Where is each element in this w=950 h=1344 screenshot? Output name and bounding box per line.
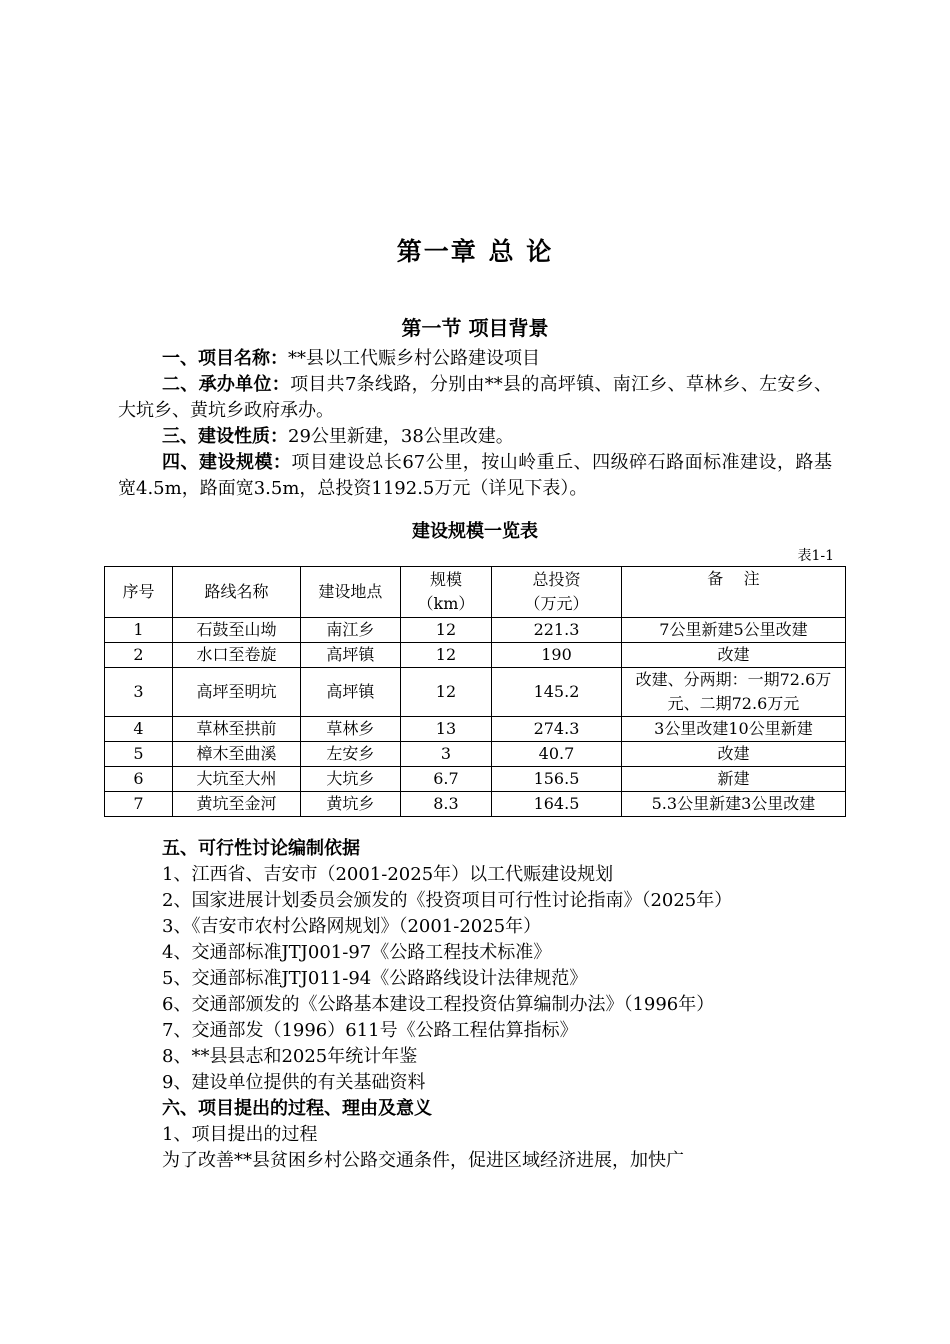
cell: 156.5 <box>492 767 622 792</box>
list-item: 8、**县县志和2025年统计年鉴 <box>162 1046 418 1067</box>
header-scale: 规模 （km） <box>400 567 491 618</box>
table-title: 建设规模一览表 <box>412 521 538 542</box>
basis-section <box>118 836 832 1174</box>
header-route: 路线名称 <box>173 567 301 618</box>
cell: 13 <box>400 717 491 742</box>
item-project-name: 一、项目名称：**县以工代赈乡村公路建设项目 <box>162 348 540 369</box>
cell: 4 <box>105 717 173 742</box>
table-row <box>105 668 846 717</box>
cell: 5 <box>105 742 173 767</box>
cell: 草林乡 <box>301 717 401 742</box>
cell: 5.3公里新建3公里改建 <box>621 792 845 817</box>
cell: 6 <box>105 767 173 792</box>
cell: 改建、分两期：一期72.6万元、二期72.6万元 <box>621 668 845 717</box>
cell: 3公里改建10公里新建 <box>621 717 845 742</box>
header-investment: 总投资 （万元） <box>492 567 622 618</box>
cell: 164.5 <box>492 792 622 817</box>
chapter-title: 第一章 总 论 <box>396 237 554 266</box>
reasons-heading: 六、项目提出的过程、理由及意义 <box>162 1098 432 1119</box>
list-item: 2、国家进展计划委员会颁发的《投资项目可行性讨论指南》（2025年） <box>162 890 733 911</box>
cell: 145.2 <box>492 668 622 717</box>
cell: 40.7 <box>492 742 622 767</box>
list-item: 7、交通部发（1996）611号《公路工程估算指标》 <box>162 1020 578 1041</box>
header-no: 序号 <box>105 567 173 618</box>
list-item: 4、交通部标准JTJ001-97《公路工程技术标准》 <box>162 942 552 963</box>
cell: 左安乡 <box>301 742 401 767</box>
cell: 高坪镇 <box>301 643 401 668</box>
table-row <box>105 717 846 742</box>
item-nature: 三、建设性质：29公里新建，38公里改建。 <box>162 426 514 447</box>
basis-heading: 五、可行性讨论编制依据 <box>162 838 360 859</box>
cell: 樟木至曲溪 <box>173 742 301 767</box>
cell: 3 <box>400 742 491 767</box>
cell: 石鼓至山坳 <box>173 618 301 643</box>
cell: 2 <box>105 643 173 668</box>
cell: 新建 <box>621 767 845 792</box>
item-organizer: 二、承办单位：项目共7条线路，分别由**县的高坪镇、南江乡、草林乡、左安乡、大坑乡、黄坑乡政府承办。 <box>118 374 833 421</box>
list-item: 9、建设单位提供的有关基础资料 <box>162 1072 426 1093</box>
table-row <box>105 742 846 767</box>
cell: 221.3 <box>492 618 622 643</box>
cell: 黄坑至金河 <box>173 792 301 817</box>
section-title: 第一节 项目背景 <box>401 316 549 340</box>
reasons-text: 为了改善**县贫困乡村公路交通条件，促进区域经济进展，加快广 <box>162 1150 684 1171</box>
table-number: 表1-1 <box>797 548 834 564</box>
list-item: 5、交通部标准JTJ011-94《公路路线设计法律规范》 <box>162 968 588 989</box>
list-item: 3、《吉安市农村公路网规划》（2001-2025年） <box>162 916 542 937</box>
cell: 南江乡 <box>301 618 401 643</box>
cell: 8.3 <box>400 792 491 817</box>
header-note: 备 注 <box>621 567 845 618</box>
cell: 高坪镇 <box>301 668 401 717</box>
cell: 7 <box>105 792 173 817</box>
table-row <box>105 618 846 643</box>
scale-table <box>104 566 846 817</box>
reasons-subheading: 1、项目提出的过程 <box>162 1124 318 1145</box>
table-row <box>105 792 846 817</box>
table-row <box>105 643 846 668</box>
cell: 草林至拱前 <box>173 717 301 742</box>
cell: 改建 <box>621 742 845 767</box>
cell: 7公里新建5公里改建 <box>621 618 845 643</box>
cell: 黄坑乡 <box>301 792 401 817</box>
cell: 12 <box>400 643 491 668</box>
cell: 高坪至明坑 <box>173 668 301 717</box>
cell: 大坑至大州 <box>173 767 301 792</box>
item-scale: 四、建设规模：项目建设总长67公里，按山岭重丘、四级碎石路面标准建设，路基宽4.5m，路面宽3.5m，总投资1192.5万元（详见下表）。 <box>118 452 832 499</box>
cell: 6.7 <box>400 767 491 792</box>
cell: 1 <box>105 618 173 643</box>
cell: 3 <box>105 668 173 717</box>
cell: 190 <box>492 643 622 668</box>
cell: 水口至卷旋 <box>173 643 301 668</box>
project-items <box>118 346 832 502</box>
list-item: 1、江西省、吉安市（2001-2025年）以工代赈建设规划 <box>162 864 614 885</box>
table-row <box>105 767 846 792</box>
cell: 274.3 <box>492 717 622 742</box>
header-location: 建设地点 <box>301 567 401 618</box>
list-item: 6、交通部颁发的《公路基本建设工程投资估算编制办法》（1996年） <box>162 994 715 1015</box>
cell: 12 <box>400 668 491 717</box>
cell: 12 <box>400 618 491 643</box>
cell: 改建 <box>621 643 845 668</box>
table-header-row <box>105 567 846 618</box>
cell: 大坑乡 <box>301 767 401 792</box>
